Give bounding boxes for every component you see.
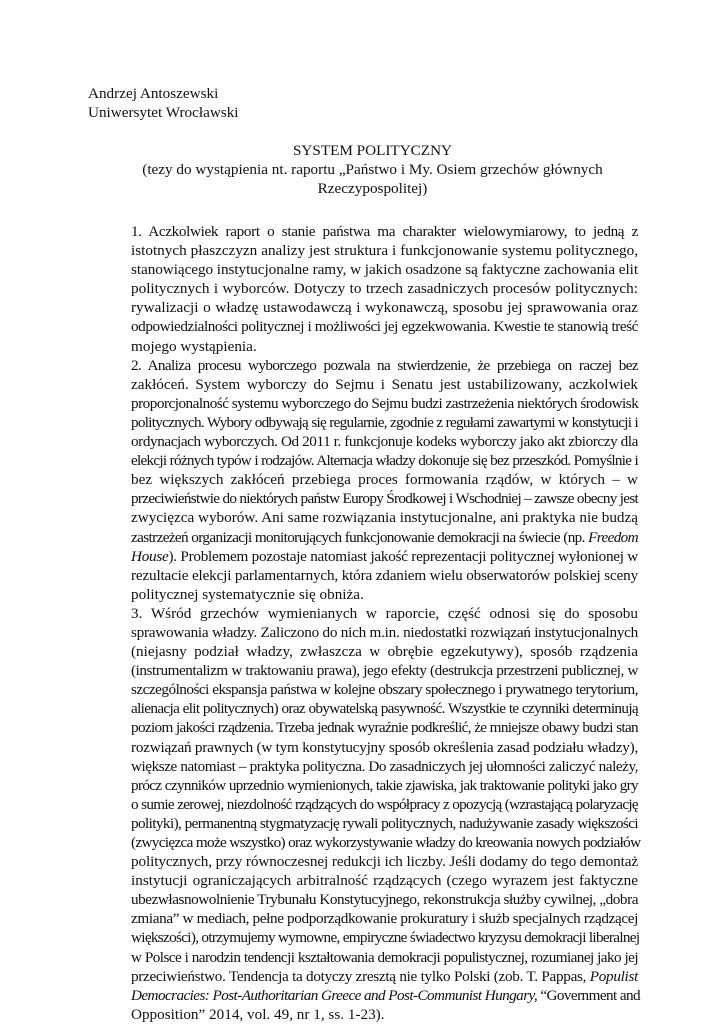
- text-line: sprawowania władzy. Zaliczono do nich m.in. niedostatki rozwiązań instytucjonalnych: [131, 623, 638, 641]
- italic-fragment: Democracies: Post-Authoritarian Greece and Post-Communist Hungary,: [131, 986, 538, 1004]
- text-line: zmiana” w mediach, pełne podporządkowanie prokuratury i służb specjalnych rządzącej: [131, 910, 638, 928]
- text-fragment: ). Problemem pozostaje natomiast jakość reprezentacji politycznej wyłonionej w: [168, 547, 638, 565]
- text-line: ubezwłasnowolnienie Trybunału Konstytucyjnego, rekonstrukcja służby cywilnej, „dobra: [131, 891, 638, 909]
- document-subtitle-line-1: (tezy do wystąpienia nt. raportu „Państwo i My. Osiem grzechów głównych: [142, 161, 603, 178]
- text-line: ordynacjach wyborczych. Od 2011 r. funkcjonuje kodeks wyborczy jako akt zbiorczy dla: [131, 433, 638, 451]
- text-line: [88, 547, 638, 566]
- document-subtitle-line-2: Rzeczypospolitej): [317, 180, 428, 197]
- text-line: (zwycięzca może wszystko) oraz wykorzystywanie władzy do kreowania nowych podziałów: [131, 834, 641, 851]
- text-line: rezultacie elekcji parlamentarnych, która zdaniem wielu obserwatorów polskiej sceny: [131, 566, 638, 584]
- text-line: odpowiedzialności politycznej i możliwości jej egzekwowania. Kwestie te stanowią treść: [131, 318, 638, 336]
- italic-fragment: Populist: [589, 967, 639, 985]
- text-line: zakłóceń. System wyborczy do Sejmu i Senatu jest ustabilizowany, aczkolwiek: [131, 375, 638, 393]
- text-line: rywalizacji o władzę ustawodawczą i wykonawczą, sposobu jej sprawowania oraz: [131, 299, 638, 317]
- text-line: 2. Analiza procesu wyborczego pozwala na stwierdzenie, że przebiega on raczej bez: [131, 356, 638, 374]
- document-title: SYSTEM POLITYCZNY: [292, 142, 453, 159]
- text-line: [88, 528, 638, 547]
- text-line: większe natomiast – praktyka polityczna. Do zasadniczych jej ułomności zaliczyć należy,: [131, 757, 638, 775]
- text-fragment: “Government and: [540, 986, 641, 1004]
- text-line: politycznych, przy równoczesnej redukcji ich liczby. Jeśli dodamy do tego demontaż: [131, 853, 638, 871]
- text-line: [88, 967, 638, 986]
- title-block: [120, 141, 625, 198]
- text-fragment: przeciwieństwo. Tendencja ta dotyczy zresztą nie tylko Polski (zob. T. Pappas,: [131, 967, 587, 985]
- text-line: przeciwieństwie do niektórych państw Europy Środkowej i Wschodniej – zawsze obecny jest: [131, 490, 639, 508]
- text-line: bez większych zakłóceń przebiega proces formowania rządów, w których – w: [131, 471, 638, 489]
- text-line: polityki), permanentną stygmatyzację rywali politycznych, nadużywanie zasady większości: [131, 814, 638, 832]
- text-line: zwycięzca wyborów. Ani same rozwiązania instytucjonalne, ani praktyka nie budzą: [131, 509, 638, 527]
- body-text: [88, 222, 641, 1024]
- text-line: rozwiązań prawnych (w tym konstytucyjny sposób określenia zasad podziału władzy),: [131, 738, 639, 756]
- text-line: mojego wystąpienia.: [131, 337, 257, 355]
- text-line: proporcjonalność systemu wyborczego do Sejmu budzi zastrzeżenia niektórych środowisk: [131, 394, 639, 412]
- text-line: 1. Aczkolwiek raport o stanie państwa ma charakter wielowymiarowy, to jedną z: [131, 223, 638, 240]
- paragraph-2: [88, 356, 638, 604]
- text-line: (instrumentalizm w traktowaniu prawa), jego efekty (destrukcja przestrzeni publicznej, w: [131, 662, 638, 680]
- text-line: prócz czynników uprzednio wymienionych, takie zjawiska, jak traktowanie polityki jako gry: [131, 776, 638, 794]
- italic-fragment: Freedom: [588, 528, 638, 546]
- text-line: poziom jakości rządzenia. Trzeba jednak wyraźnie podkreślić, że mniejsze obawy budzi stan: [131, 719, 638, 737]
- author-name: Andrzej Antoszewski: [88, 85, 219, 102]
- text-line: o sumie zerowej, niezdolność rządzących do współpracy z opozycją (wzrastającą polaryzację: [131, 795, 638, 813]
- text-line: Opposition” 2014, vol. 49, nr 1, ss. 1-23).: [131, 1005, 385, 1023]
- text-line: politycznej systematycznie się obniża.: [131, 585, 364, 603]
- paragraph-1: [88, 222, 638, 356]
- text-line: istotnych płaszczyzn analizy jest struktura i funkcjonowanie systemu politycznego,: [131, 242, 638, 260]
- text-line: politycznych. Wybory odbywają się regularnie, zgodnie z regułami zawartymi w konstytucji i: [131, 413, 638, 431]
- text-line: instytucji ograniczających arbitralność rządzących (czego wyrazem jest faktyczne: [131, 872, 638, 890]
- text-line: większości), otrzymujemy wymowne, empiryczne świadectwo kryzysu demokracji liberalnej: [131, 929, 640, 947]
- text-line: szczególności ekspansja państwa w kolejne obszary społecznego i prywatnego terytorium,: [131, 681, 638, 699]
- paragraph-3: [88, 604, 641, 1024]
- text-fragment: zastrzeżeń organizacji monitorujących funkcjonowanie demokracji na świecie (np.: [131, 528, 585, 546]
- text-line: elekcji różnych typów i rodzajów. Alternacja władzy dokonuje się bez przeszkód. Pomyślnie i: [131, 452, 638, 470]
- text-line: [88, 986, 641, 1005]
- author-block: [88, 84, 239, 122]
- author-affiliation: Uniwersytet Wrocławski: [88, 104, 239, 121]
- text-line: stanowiącego instytucjonalne ramy, w jakich osadzone są faktyczne zachowania elit: [131, 261, 638, 279]
- italic-fragment: House: [131, 547, 169, 565]
- text-line: alienacja elit politycznych) oraz obywatelską pasywność. Wszystkie te czynniki determinują: [131, 700, 638, 718]
- text-line: politycznych i wyborców. Dotyczy to trzech zasadniczych procesów politycznych:: [131, 280, 638, 298]
- text-line: 3. Wśród grzechów wymienianych w raporcie, część odnosi się do sposobu: [131, 604, 638, 622]
- text-line: w Polsce i narodzin tendencji kształtowania demokracji populistycznej, rozumianej jako jej: [131, 948, 638, 966]
- text-line: (niejasny podział władzy, zwłaszcza w obrębie egzekutywy), sposób rządzenia: [131, 643, 638, 661]
